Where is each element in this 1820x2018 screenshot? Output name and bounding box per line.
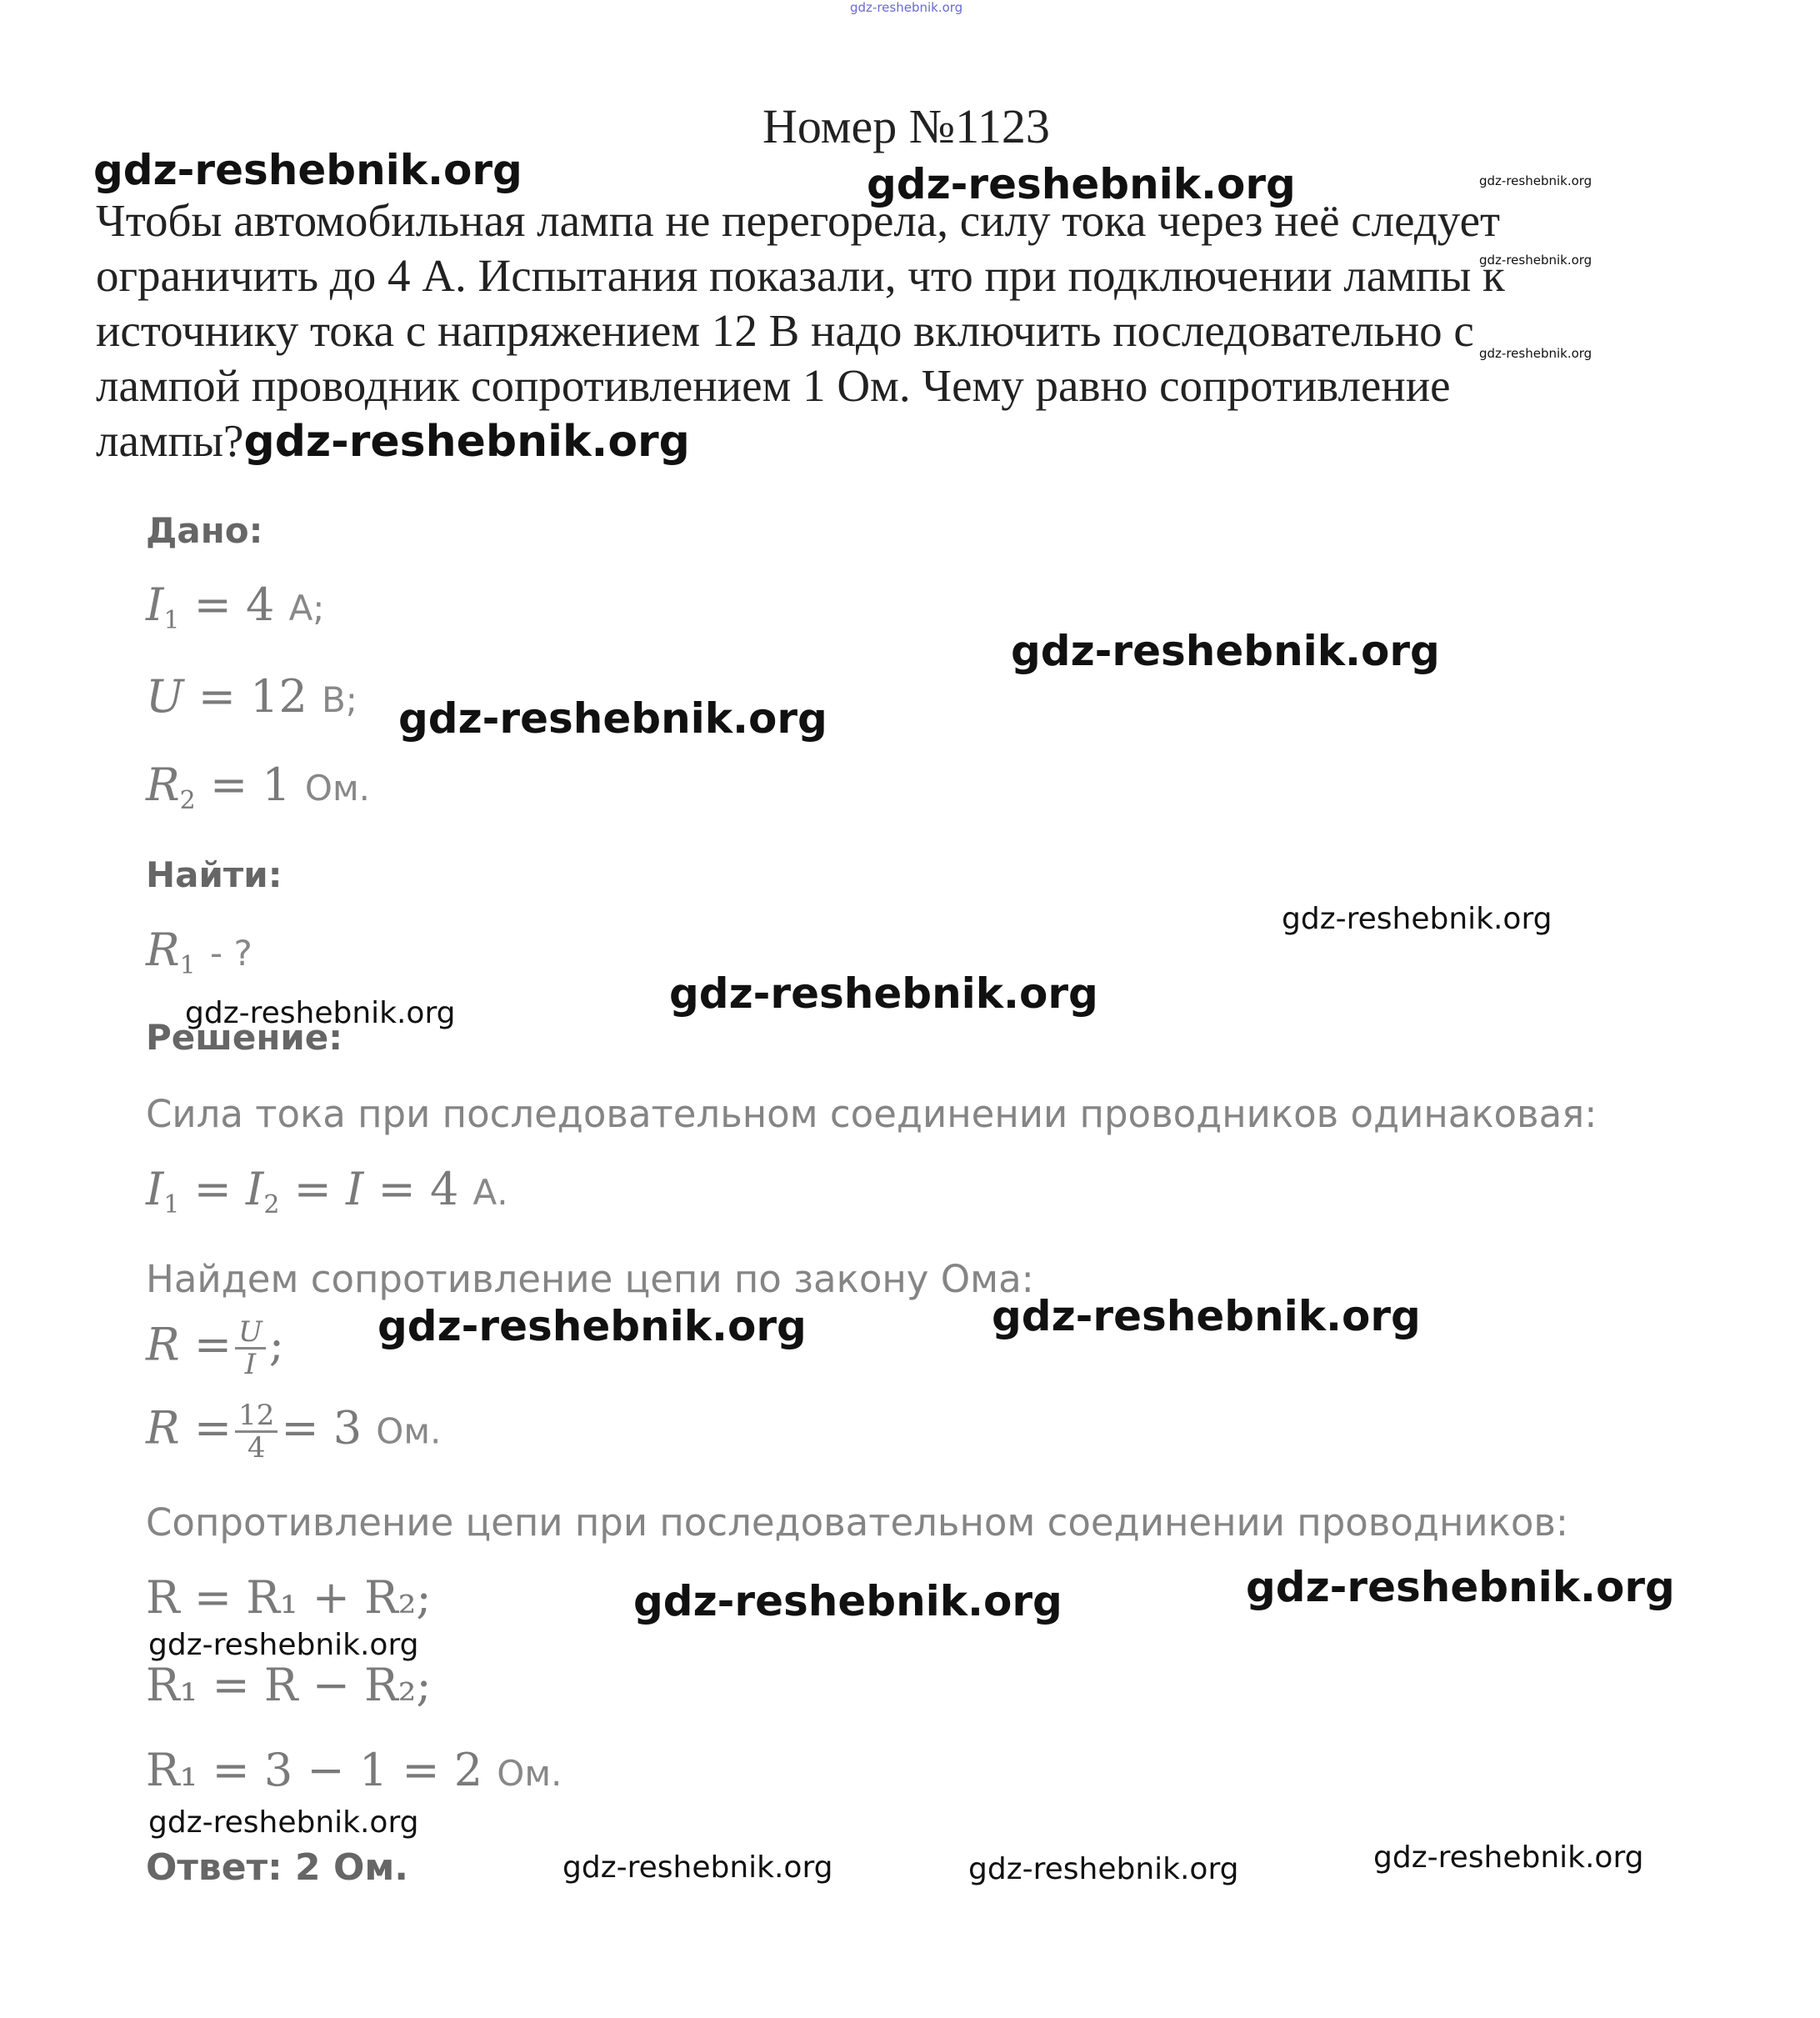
watermark: gdz-reshebnik.org <box>633 1577 1062 1625</box>
question: - ? <box>209 933 252 974</box>
given-resistance <box>146 759 370 815</box>
watermark: gdz-reshebnik.org <box>1282 902 1552 936</box>
unit: Ом. <box>497 1753 562 1794</box>
solution-text-3: Сопротивление цепи при последовательном соединении проводников: <box>146 1500 1569 1545</box>
denominator: I <box>244 1348 257 1381</box>
tail: ; <box>268 1318 284 1371</box>
equation-total-resistance <box>146 1400 441 1463</box>
value: = 3 <box>281 1401 362 1455</box>
lhs: R = <box>146 1318 232 1371</box>
page-title: Номер №1123 <box>762 99 1050 153</box>
watermark: gdz-reshebnik.org <box>398 694 828 743</box>
watermark: gdz-reshebnik.org <box>669 969 1098 1018</box>
numerator: 12 <box>235 1400 278 1433</box>
header-watermark: gdz-reshebnik.org <box>850 0 963 15</box>
watermark: gdz-reshebnik.org <box>148 1628 419 1662</box>
equation-ohm-law <box>146 1317 284 1380</box>
symbol: I <box>246 1163 264 1215</box>
watermark: gdz-reshebnik.org <box>1479 253 1592 268</box>
subscript: 1 <box>163 1190 180 1219</box>
watermark: gdz-reshebnik.org <box>148 1805 419 1840</box>
watermark: gdz-reshebnik.org <box>378 1302 807 1350</box>
symbol: I <box>346 1163 364 1215</box>
subscript: 1 <box>179 951 196 980</box>
find-unknown <box>146 924 252 980</box>
watermark: gdz-reshebnik.org <box>1479 346 1592 361</box>
solution-text-2: Найдем сопротивление цепи по закону Ома: <box>146 1257 1034 1301</box>
watermark: gdz-reshebnik.org <box>968 1852 1239 1886</box>
watermark: gdz-reshebnik.org <box>867 160 1296 208</box>
watermark: gdz-reshebnik.org <box>1479 173 1592 188</box>
answer: Ответ: 2 Ом. <box>146 1846 409 1889</box>
watermark: gdz-reshebnik.org <box>1011 627 1440 675</box>
problem-statement <box>96 193 1662 469</box>
problem-last-text: лампы? <box>96 415 244 466</box>
result-text: R₁ = 3 − 1 = 2 <box>146 1744 483 1796</box>
unit: Ом. <box>376 1410 442 1452</box>
unit: Ом. <box>304 768 370 809</box>
numerator: U <box>235 1317 266 1350</box>
equation-r1-expression: R₁ = R − R₂; <box>146 1659 432 1711</box>
find-heading: Найти: <box>146 854 282 895</box>
symbol: U <box>146 670 184 723</box>
value: = 1 <box>209 759 291 811</box>
watermark: gdz-reshebnik.org <box>185 996 456 1030</box>
solution-text-1: Сила тока при последовательном соединении проводников одинаковая: <box>146 1092 1598 1136</box>
watermark: gdz-reshebnik.org <box>1246 1563 1675 1611</box>
given-current <box>146 578 324 635</box>
equation-series: R = R₁ + R₂; <box>146 1571 432 1624</box>
problem-line: ограничить до 4 А. Испытания показали, что при подключении лампы к <box>96 250 1505 301</box>
watermark: gdz-reshebnik.org <box>1373 1840 1644 1875</box>
denominator: 4 <box>247 1431 266 1465</box>
value: = 4 <box>378 1163 459 1215</box>
unit: В; <box>321 679 358 720</box>
symbol: R <box>146 924 180 976</box>
unit: А; <box>288 588 325 628</box>
watermark: gdz-reshebnik.org <box>992 1292 1421 1340</box>
value: = 12 <box>198 670 308 723</box>
watermark: gdz-reshebnik.org <box>562 1850 833 1885</box>
solution-heading: Решение: <box>146 1017 343 1058</box>
subscript: 1 <box>163 606 180 635</box>
value: = 4 <box>193 578 275 631</box>
subscript: 2 <box>179 786 196 815</box>
inline-watermark: gdz-reshebnik.org <box>243 417 690 467</box>
equation-r1-result <box>146 1744 562 1796</box>
problem-line: лампой проводник сопротивлением 1 Ом. Чему равно сопротивление <box>96 360 1451 411</box>
watermark: gdz-reshebnik.org <box>93 146 522 194</box>
lhs: R = <box>146 1401 232 1455</box>
unit: А. <box>472 1172 508 1213</box>
symbol: I <box>146 1163 164 1215</box>
fraction <box>235 1317 266 1380</box>
symbol: I <box>146 578 164 631</box>
problem-line: источнику тока с напряжением 12 В надо включить последовательно с <box>96 305 1474 356</box>
given-voltage <box>146 670 358 723</box>
equation-current: $I_1 = I_2 = I = 4$ А. <box>146 1163 508 1219</box>
subscript: 2 <box>263 1190 280 1219</box>
problem-line: Чтобы автомобильная лампа не перегорела, силу тока через неё следует <box>96 195 1501 246</box>
fraction <box>235 1400 278 1463</box>
given-heading: Дано: <box>146 510 263 551</box>
symbol: R <box>146 759 180 811</box>
problem-line-last <box>96 413 1662 469</box>
